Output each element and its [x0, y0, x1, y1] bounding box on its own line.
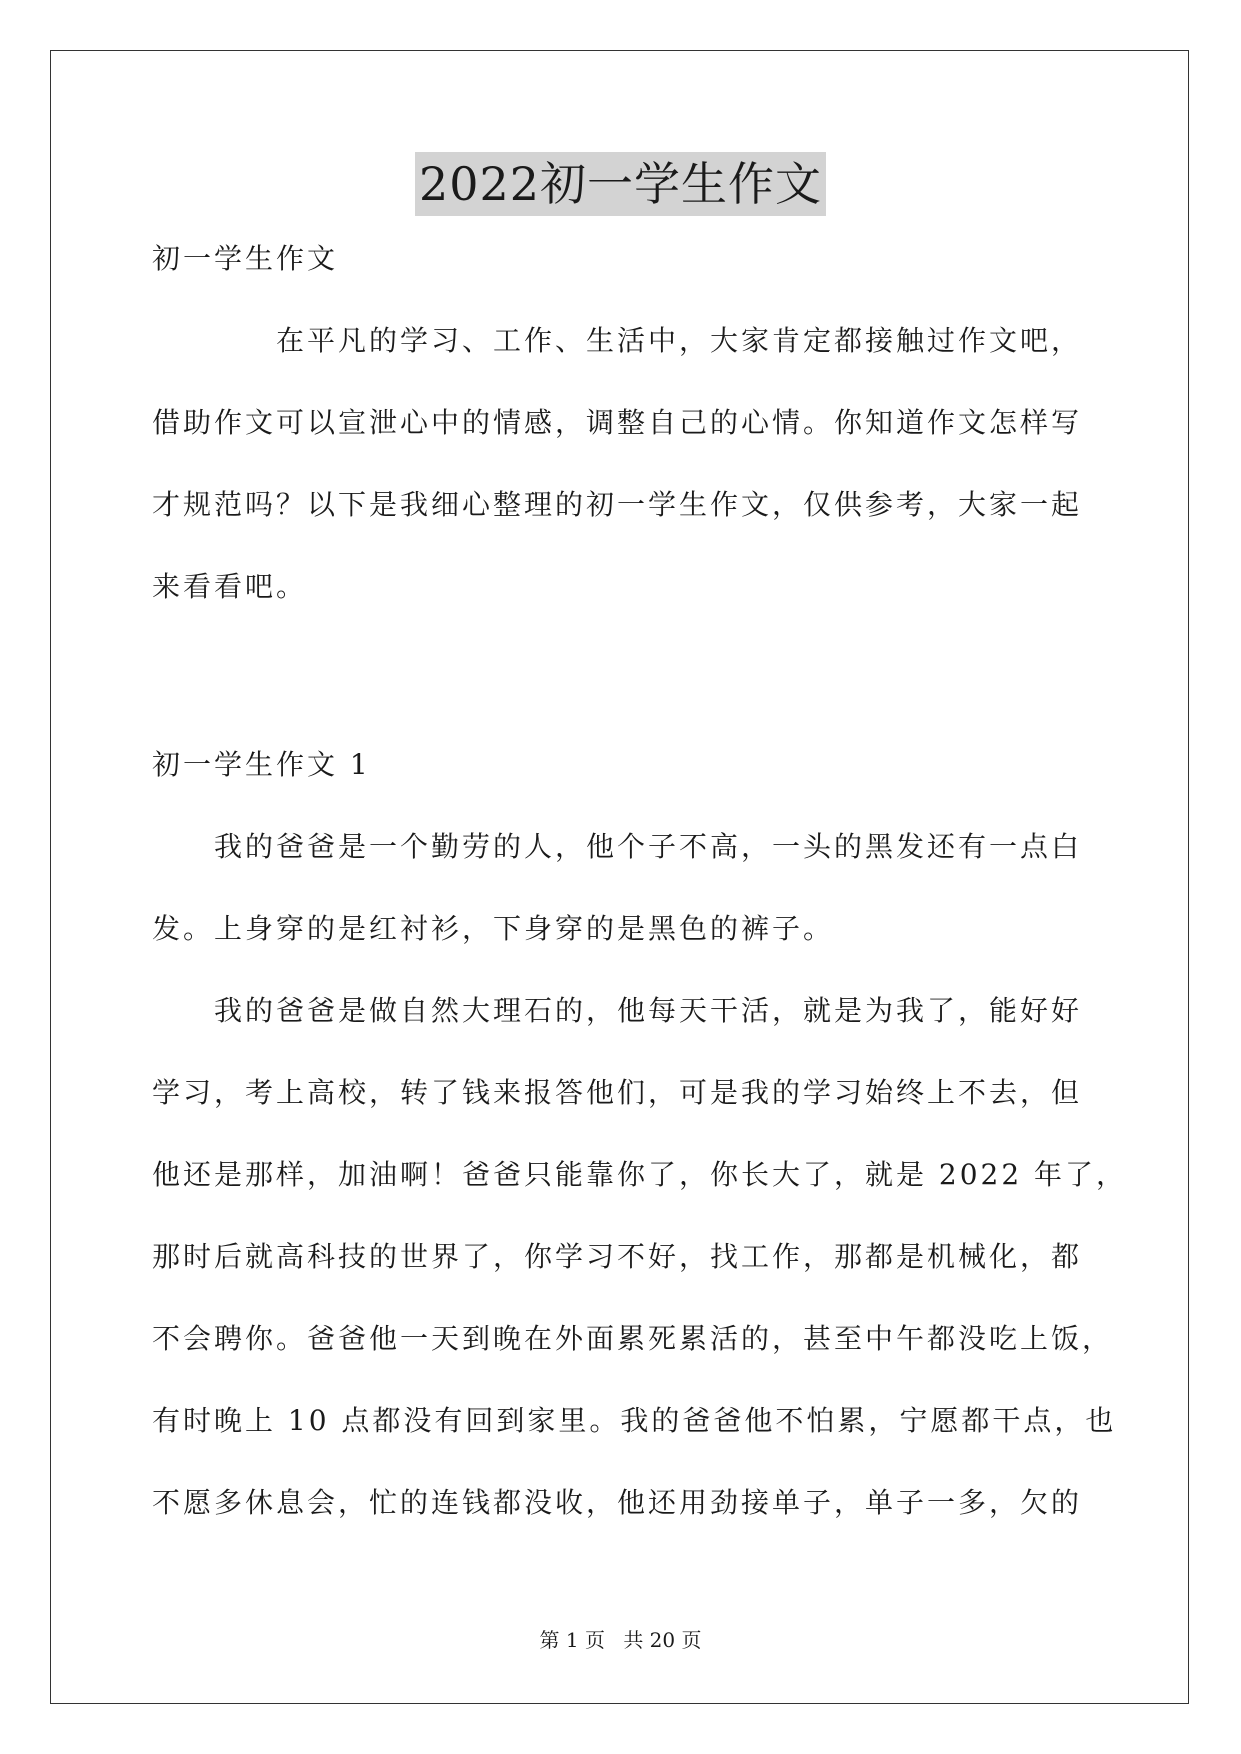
text-line: 借助作文可以宣泄心中的情感，调整自己的心情。你知道作文怎样写 [152, 406, 1083, 439]
page-number: 第 1 页 [539, 1628, 605, 1652]
page-total: 共 20 页 [623, 1628, 702, 1652]
text-line: 在平凡的学习、工作、生活中，大家肯定都接触过作文吧， [152, 324, 1083, 357]
section-heading [152, 724, 1097, 806]
section-heading-text: 初一学生作文 1 [152, 748, 371, 781]
text-line: 他还是那样，加油啊！爸爸只能靠你了，你长大了，就是 2022 年了， [152, 1158, 1128, 1191]
subtitle-text: 初一学生作文 [152, 242, 339, 275]
text-line: 我的爸爸是一个勤劳的人，他个子不高，一头的黑发还有一点白 [152, 830, 1083, 863]
title-container [0, 152, 1241, 216]
paragraph-2 [152, 970, 1128, 1544]
text-line: 来看看吧。 [152, 570, 308, 603]
text-line: 那时后就高科技的世界了，你学习不好，找工作，那都是机械化，都 [152, 1240, 1083, 1273]
text-line: 发。上身穿的是红衬衫，下身穿的是黑色的裤子。 [152, 912, 835, 945]
text-line: 有时晚上 10 点都没有回到家里。我的爸爸他不怕累，宁愿都干点，也 [152, 1404, 1117, 1437]
paragraph-1 [152, 806, 1097, 970]
intro-paragraph [152, 300, 1097, 628]
subtitle [152, 218, 1097, 300]
text-line: 不会聘你。爸爸他一天到晚在外面累死累活的，甚至中午都没吃上饭， [152, 1322, 1114, 1355]
text-line: 不愿多休息会，忙的连钱都没收，他还用劲接单子，单子一多，欠的 [152, 1486, 1083, 1519]
text-line: 我的爸爸是做自然大理石的，他每天干活，就是为我了，能好好 [152, 994, 1083, 1027]
text-line: 学习，考上高校，转了钱来报答他们，可是我的学习始终上不去，但 [152, 1076, 1083, 1109]
text-line: 才规范吗？以下是我细心整理的初一学生作文，仅供参考，大家一起 [152, 488, 1083, 521]
document-title: 2022初一学生作文 [415, 152, 826, 216]
page-footer [0, 1626, 1241, 1654]
